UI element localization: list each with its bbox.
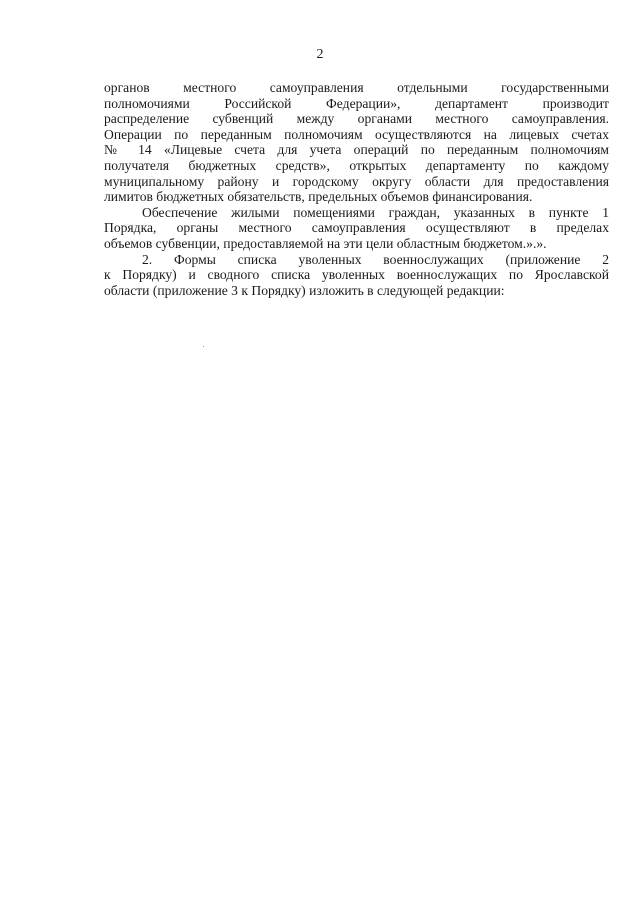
text-line: № 14 «Лицевые счета для учета операций по переданным полномочиям — [104, 142, 609, 158]
text-line: области (приложение 3 к Порядку) изложить в следующей редакции: — [104, 282, 505, 298]
paragraph-2 — [104, 205, 609, 252]
text-line: Порядка, органы местного самоуправления осуществляют в пределах — [104, 220, 609, 236]
paragraph-3 — [104, 252, 609, 299]
text-line: объемов субвенции, предоставляемой на эти цели областным бюджетом.».». — [104, 235, 547, 251]
page-number: 2 — [316, 47, 324, 62]
document-body — [104, 80, 609, 298]
text-line: получателя бюджетных средств», открытых департаменту по каждому — [104, 157, 609, 173]
text-line: Обеспечение жилыми помещениями граждан, указанных в пункте 1 — [142, 204, 609, 220]
text-line: к Порядку) и сводного списка уволенных военнослужащих по Ярославской — [104, 267, 609, 283]
scan-speck — [203, 346, 204, 347]
text-line: органов местного самоуправления отдельными государственными — [104, 80, 609, 95]
text-line: полномочиями Российской Федерации», департамент производит — [104, 95, 609, 111]
text-line: распределение субвенций между органами местного самоуправления. — [104, 111, 609, 127]
text-line: муниципальному району и городскому округу области для предоставления — [104, 173, 609, 189]
text-line: Операции по переданным полномочиям осуществляются на лицевых счетах — [104, 126, 609, 142]
text-line: 2. Формы списка уволенных военнослужащих (приложение 2 — [142, 251, 609, 267]
text-line: лимитов бюджетных обязательств, предельных объемов финансирования. — [104, 189, 533, 205]
paragraph-1 — [104, 80, 609, 205]
